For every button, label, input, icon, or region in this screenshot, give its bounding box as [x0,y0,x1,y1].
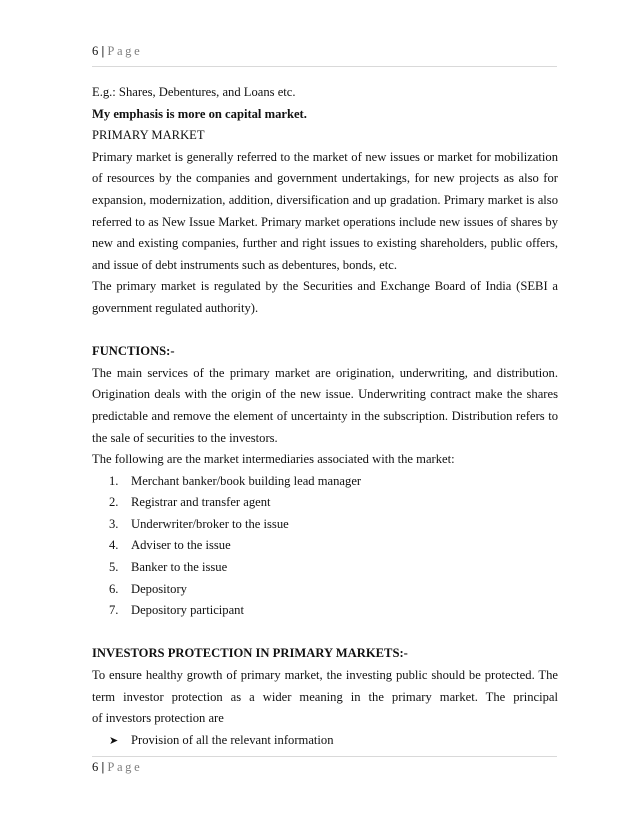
paragraph-line: The primary market is regulated by the Securities and Exchange Board of India (SEBI a [92,279,558,294]
paragraph-line: expansion, modernization, addition, diversification and up gradation. Primary market is also [92,192,558,207]
intermediaries-list [92,471,558,622]
list-item-text: Merchant banker/book building lead manager [131,473,362,488]
footer-page-word: Page [107,760,143,774]
page-header [92,44,142,59]
list-item [92,600,558,622]
intermediaries-intro: The following are the market intermediaries associated with the market: [92,452,455,467]
investors-protection-heading: INVESTORS PROTECTION IN PRIMARY MARKETS:- [92,646,408,661]
spacer [92,622,558,644]
list-item-number: 1. [109,473,119,488]
paragraph-line: Origination deals with the origin of the new issue. Underwriting contract make the shares [92,387,558,402]
paragraph-line: new and existing companies, further and right issues to existing shareholders, public offers, [92,236,558,251]
investors-paragraph [92,665,558,730]
list-item-text: Depository [131,581,187,596]
list-item-text: Underwriter/broker to the issue [131,516,289,531]
header-separator: | [101,44,105,58]
functions-paragraph [92,363,558,449]
functions-heading: FUNCTIONS:- [92,344,175,359]
list-item-number: 7. [109,603,119,618]
list-item [92,514,558,536]
footer-separator: | [101,760,105,774]
paragraph-line: Primary market is generally referred to the market of new issues or market for mobilization [92,149,558,164]
paragraph-line: of resources by the companies and government undertakings, for new projects as also for [92,171,558,186]
paragraph-line: term investor protection as a wider meaning in the primary market. The principal [92,689,558,704]
paragraph-line: and issue of debt instruments such as debentures, bonds, etc. [92,257,397,272]
list-item-text: Adviser to the issue [131,538,231,553]
primary-market-paragraph [92,147,558,277]
list-item-text: Registrar and transfer agent [131,495,271,510]
footer-page-number: 6 [92,760,99,774]
list-item-number: 6. [109,581,119,596]
bullet-item [92,730,558,752]
header-page-number: 6 [92,44,99,58]
list-item-number: 3. [109,516,119,531]
bullet-item-text: Provision of all the relevant information [131,732,334,747]
paragraph-line: the sale of securities to the investors. [92,430,278,445]
sebi-paragraph [92,276,558,319]
paragraph-line: government regulated authority). [92,300,259,315]
list-item-number: 5. [109,560,119,575]
arrowhead-bullet-icon: ➤ [109,734,119,747]
paragraph-line: referred to as New Issue Market. Primary market operations include new issues of shares by [92,214,558,229]
document-body [92,82,558,751]
list-item-text: Depository participant [131,603,244,618]
emphasis-line: My emphasis is more on capital market. [92,106,307,121]
primary-market-heading: PRIMARY MARKET [92,128,205,143]
list-item [92,557,558,579]
paragraph-line: The main services of the primary market are origination, underwriting, and distribution. [92,365,558,380]
header-divider [92,66,557,67]
paragraph-line: predictable and remove the element of uncertainty in the subscription. Distribution refers to [92,408,558,423]
header-page-word: Page [107,44,143,58]
paragraph-line: of investors protection are [92,711,224,726]
list-item [92,471,558,493]
list-item-number: 4. [109,538,119,553]
list-item-text: Banker to the issue [131,560,228,575]
spacer [92,320,558,342]
page-footer [92,760,142,775]
example-line: E.g.: Shares, Debentures, and Loans etc. [92,85,296,99]
list-item-number: 2. [109,495,119,510]
paragraph-line: To ensure healthy growth of primary market, the investing public should be protected. The [92,668,558,683]
list-item [92,492,558,514]
list-item [92,535,558,557]
footer-divider [92,756,557,757]
list-item [92,579,558,601]
